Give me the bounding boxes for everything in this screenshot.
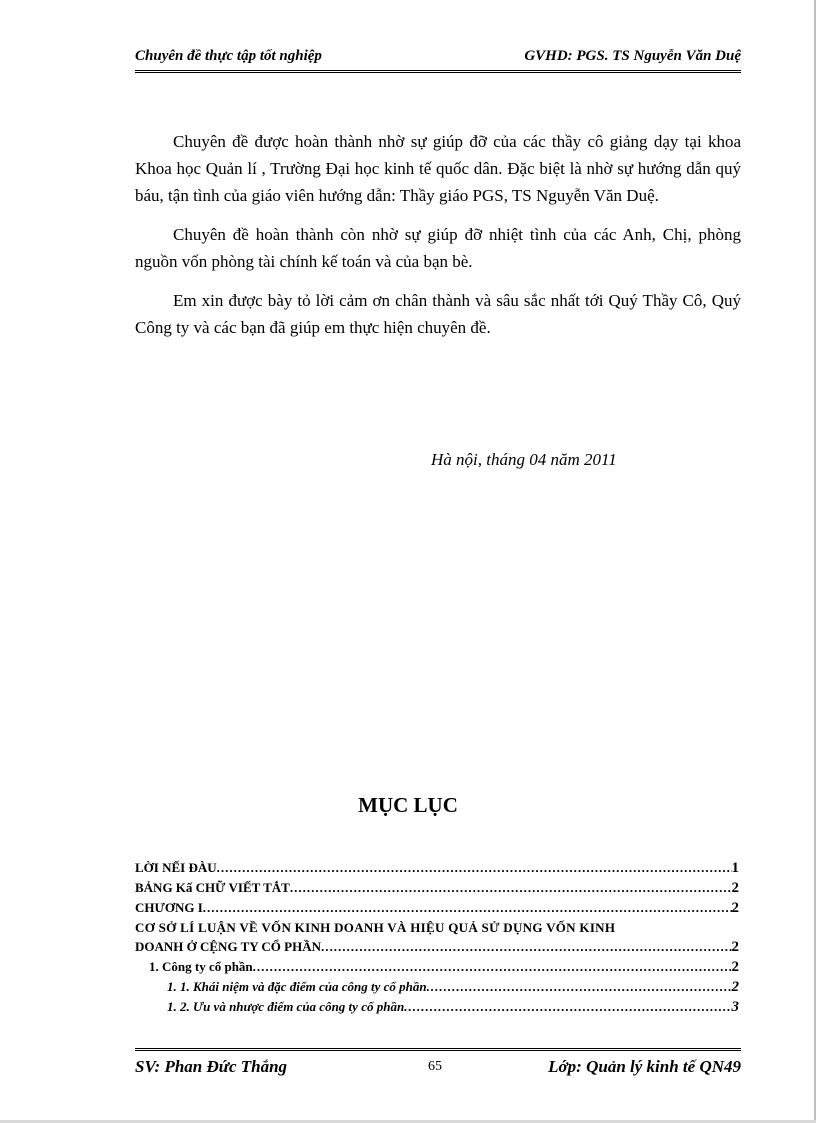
toc-entry[interactable] [135, 858, 739, 878]
table-of-contents [135, 858, 739, 1017]
toc-leader-dots [217, 858, 732, 877]
toc-entry-label: 1. 2. Ưu và nhược điểm của công ty cổ phần [167, 999, 405, 1014]
toc-leader-dots [404, 997, 731, 1016]
acknowledgement-text [135, 128, 741, 353]
toc-entry[interactable] [135, 957, 739, 977]
toc-leader-dots [290, 878, 732, 897]
toc-entry-label: LỜI NẾI ĐÀU [135, 860, 217, 875]
toc-entry[interactable] [135, 997, 739, 1017]
footer-student: SV: Phan Đức Thắng [135, 1057, 288, 1076]
toc-entry-page: 2 [731, 880, 739, 896]
toc-entry-page: 2 [731, 979, 739, 995]
toc-entry-label: 1. Công ty cổ phần [149, 959, 253, 974]
footer-class: Lớp: Quản lý kinh tế QN49 [548, 1057, 741, 1076]
toc-entry[interactable] [135, 977, 739, 997]
page-footer [135, 1048, 741, 1081]
paragraph: Chuyên đề được hoàn thành nhờ sự giúp đỡ của các thầy cô giảng dạy tại khoa Khoa học Quản lí , Trường Đại học kinh tế quốc dân. Đặc biệt là nhờ sự hướng dẫn quý báu, tận tình của giáo viên hướng dẫn: Thầy giáo PGS, TS Nguyễn Văn Duệ. [135, 132, 741, 205]
toc-entry[interactable] [135, 898, 739, 918]
toc-entry[interactable] [135, 918, 739, 957]
toc-title: MỤC LỤC [358, 793, 458, 817]
toc-entry-page: 2 [731, 900, 739, 916]
header-supervisor: GVHD: PGS. TS Nguyễn Văn Duệ [524, 48, 741, 64]
toc-entry-label: CƠ SỞ LÍ LUẬN VỀ VỐN KINH DOANH VÀ HIỆU QUẢ SỬ DỤNG VỐN KINH [135, 920, 616, 935]
footer-page-number: 65 [428, 1059, 442, 1074]
toc-entry-label: DOANH Ở CỆNG TY CỔ PHẦN [135, 939, 321, 954]
toc-entry-label: BẢNG Kấ CHỮ VIẾT TẮT [135, 880, 290, 895]
toc-entry-page: 3 [731, 999, 739, 1015]
toc-entry-page: 2 [731, 939, 739, 955]
page-header [135, 46, 741, 73]
toc-entry-label: 1. 1. Khái niệm và đặc điểm của công ty cổ phần [167, 979, 427, 994]
paragraph: Em xin được bày tỏ lời cảm ơn chân thành và sâu sắc nhất tới Quý Thầy Cô, Quý Công ty và các bạn đã giúp em thực hiện chuyên đề. [135, 291, 741, 337]
toc-leader-dots [321, 937, 732, 956]
toc-leader-dots [253, 957, 732, 976]
toc-leader-dots [203, 898, 732, 917]
toc-entry-page: 2 [731, 959, 739, 975]
header-document-title: Chuyên đề thực tập tốt nghiệp [135, 48, 322, 64]
toc-entry-label: CHƯƠNG I [135, 900, 203, 915]
toc-leader-dots [427, 977, 732, 996]
toc-entry-page: 1 [731, 860, 739, 876]
paragraph: Chuyên đề hoàn thành còn nhờ sự giúp đỡ nhiệt tình của các Anh, Chị, phòng nguồn vốn phòng tài chính kế toán và của bạn bè. [135, 225, 741, 271]
toc-entry[interactable] [135, 878, 739, 898]
place-date-signature: Hà nội, tháng 04 năm 2011 [431, 450, 617, 469]
